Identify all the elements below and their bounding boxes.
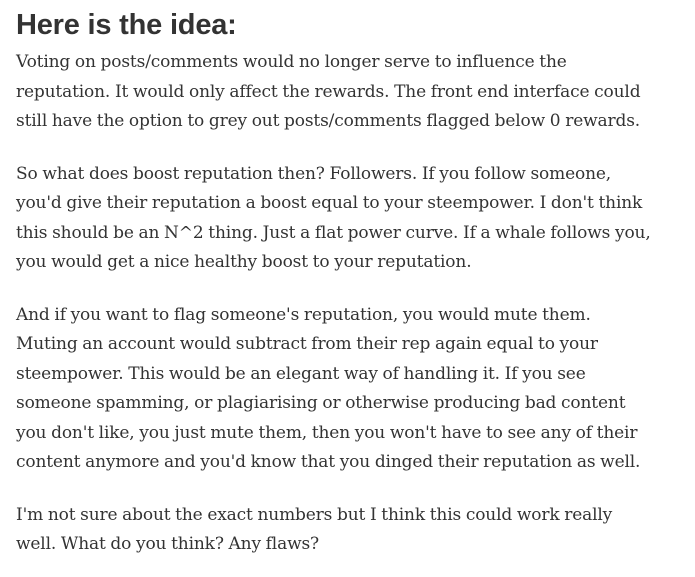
text-line: I'm not sure about the exact numbers but I think this could work really [16, 504, 613, 525]
section-heading: Here is the idea: [16, 9, 237, 41]
text-line: someone spamming, or plagiarising or otherwise producing bad content [16, 393, 626, 413]
paragraph-muting [16, 301, 688, 478]
text-line: you would get a nice healthy boost to your reputation. [16, 252, 472, 272]
text-line: still have the option to grey out posts/comments flagged below 0 rewards. [16, 111, 641, 131]
post-body [16, 0, 688, 560]
text-line: content anymore and you'd know that you dinged their reputation as well. [16, 452, 641, 472]
paragraph-gap [16, 137, 688, 160]
text-line: Muting an account would subtract from their rep again equal to your [16, 334, 598, 354]
text-line: well. What do you think? Any flaws? [16, 534, 320, 554]
paragraph-voting [16, 48, 688, 137]
paragraph-gap [16, 278, 688, 301]
paragraph-followers [16, 160, 688, 278]
text-line: you don't like, you just mute them, then you won't have to see any of their [16, 422, 638, 443]
text-line: reputation. It would only affect the rewards. The front end interface could [16, 81, 641, 102]
paragraph-closing [16, 501, 688, 560]
text-line: you'd give their reputation a boost equal to your steempower. I don't think [16, 193, 643, 213]
text-line: So what does boost reputation then? Followers. If you follow someone, [16, 163, 612, 184]
text-line: this should be an N^2 thing. Just a flat power curve. If a whale follows you, [16, 222, 651, 243]
text-line: Voting on posts/comments would no longer serve to influence the [16, 52, 567, 72]
paragraph-gap [16, 478, 688, 501]
text-line: And if you want to flag someone's reputation, you would mute them. [16, 304, 591, 325]
text-line: steempower. This would be an elegant way of handling it. If you see [16, 363, 586, 384]
